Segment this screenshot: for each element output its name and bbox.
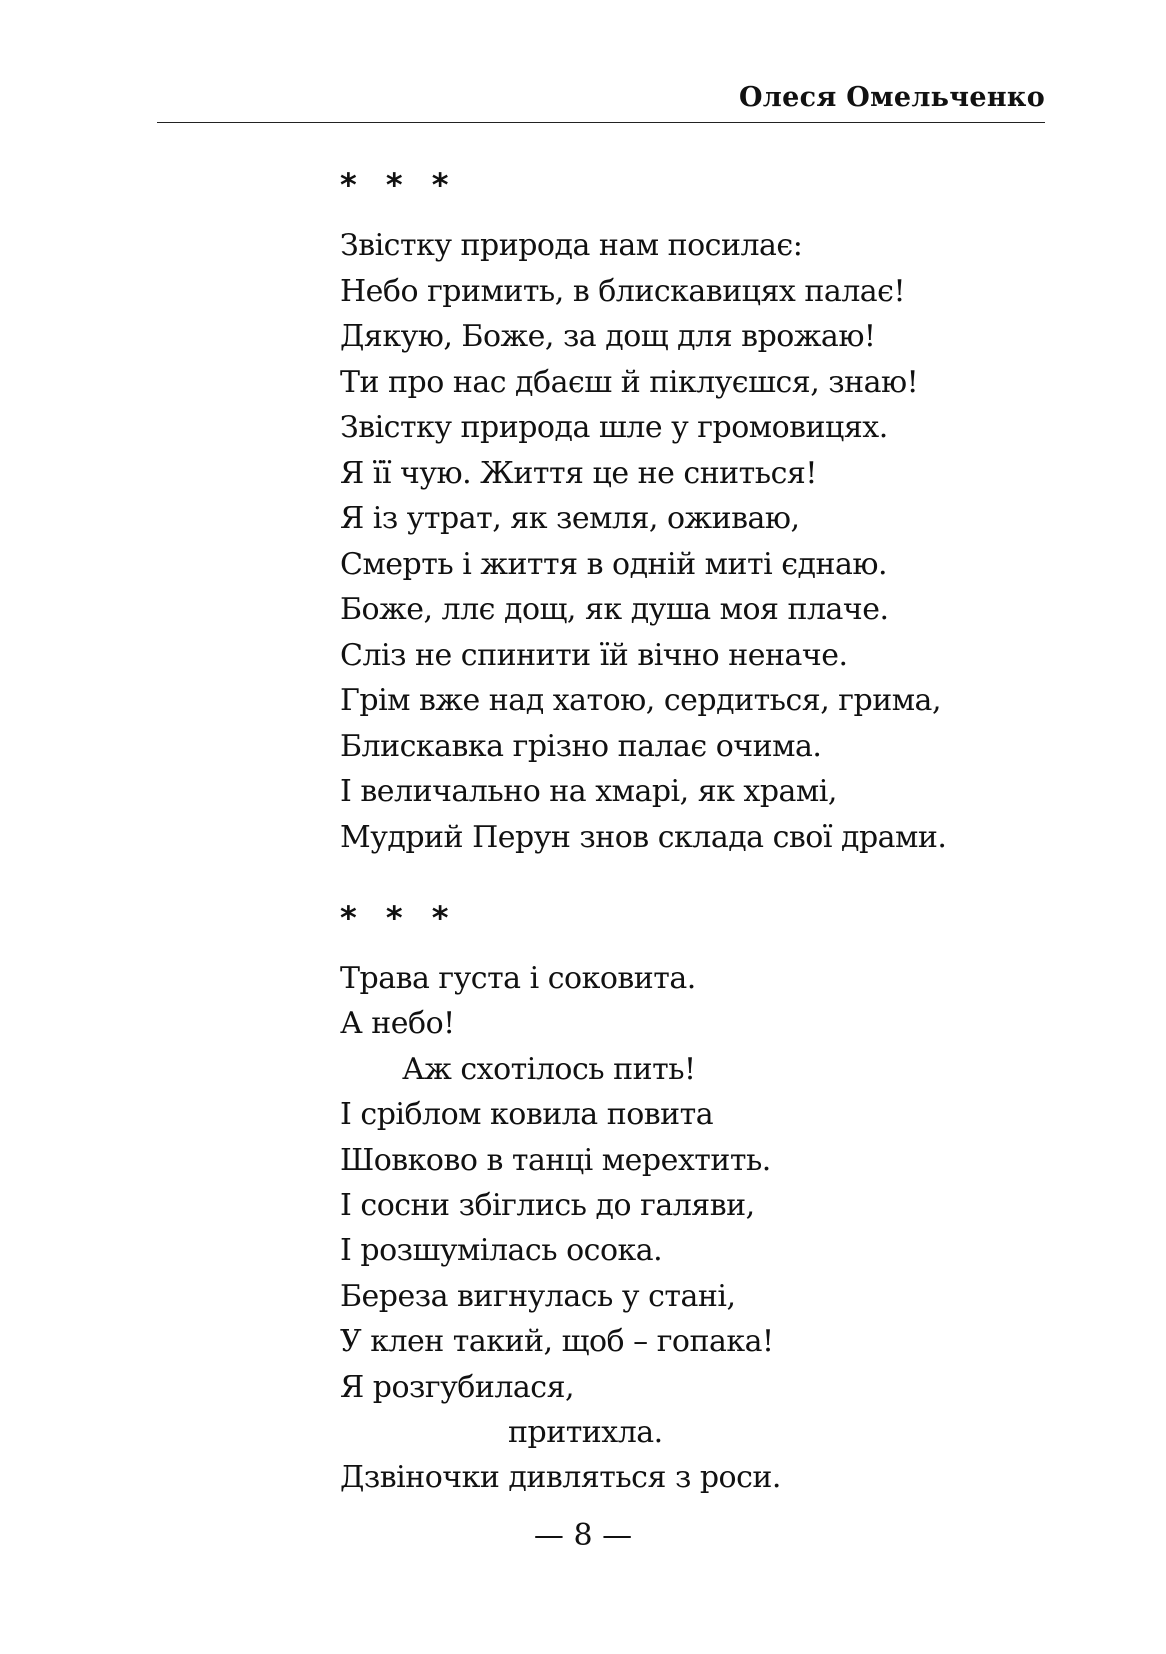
page-number: — 8 — [533,1518,633,1553]
asterism-separator: * * * [340,166,458,204]
author-name: Олеся Омельченко [738,82,1045,113]
verse-line: Мудрий Перун знов склада свої драми. [340,819,947,855]
verse-line: У клен такий, щоб – гопака! [340,1324,774,1360]
verse-line: Боже, ллє дощ, як душа моя плаче. [340,592,889,627]
verse-line: І розшумілась осока. [340,1233,663,1269]
verse-line: Шовково в танці мерехтить. [340,1142,771,1178]
verse-line: Дякую, Боже, за дощ для врожаю! [340,319,876,354]
verse-line: Я її чую. Життя це не сниться! [340,455,817,491]
verse-line-indented: Аж схотілось пить! [402,1051,696,1087]
running-header [157,78,1045,123]
verse-line: Грім вже над хатою, сердиться, грима, [340,683,941,718]
verse-line: Я із утрат, як земля, оживаю, [340,501,800,536]
poem-1 [340,165,1060,860]
verse-line: Сліз не спинити їй вічно неначе. [340,637,848,673]
asterism-separator: * * * [340,899,458,937]
verse-line: Звістку природа нам посилає: [340,228,803,263]
verse-line-indented: притихла. [508,1415,663,1451]
verse-line: І величально на хмарі, як храмі, [340,774,837,809]
verse-line: А небо! [340,1006,455,1042]
verse-line: Смерть і життя в одній миті єднаю. [340,546,888,582]
verse-line: Береза вигнулась у стані, [340,1278,736,1314]
verse-line: І сосни збіглись до галяви, [340,1188,755,1224]
verse-line: Звістку природа шле у громовицях. [340,410,888,445]
verse-line: Небо гримить, в блискавицях палає! [340,273,906,309]
verse-line: І сріблом ковила повита [340,1097,714,1133]
poem-2 [340,898,1060,1501]
verse-line: Трава густа і соковита. [340,961,696,996]
verse-line: Дзвіночки дивляться з роси. [340,1460,781,1496]
verse-line: Я розгубилася, [340,1369,575,1405]
verse-line: Ти про нас дбаєш й піклуєшся, знаю! [340,364,919,400]
verse-line: Блискавка грізно палає очима. [340,728,822,764]
